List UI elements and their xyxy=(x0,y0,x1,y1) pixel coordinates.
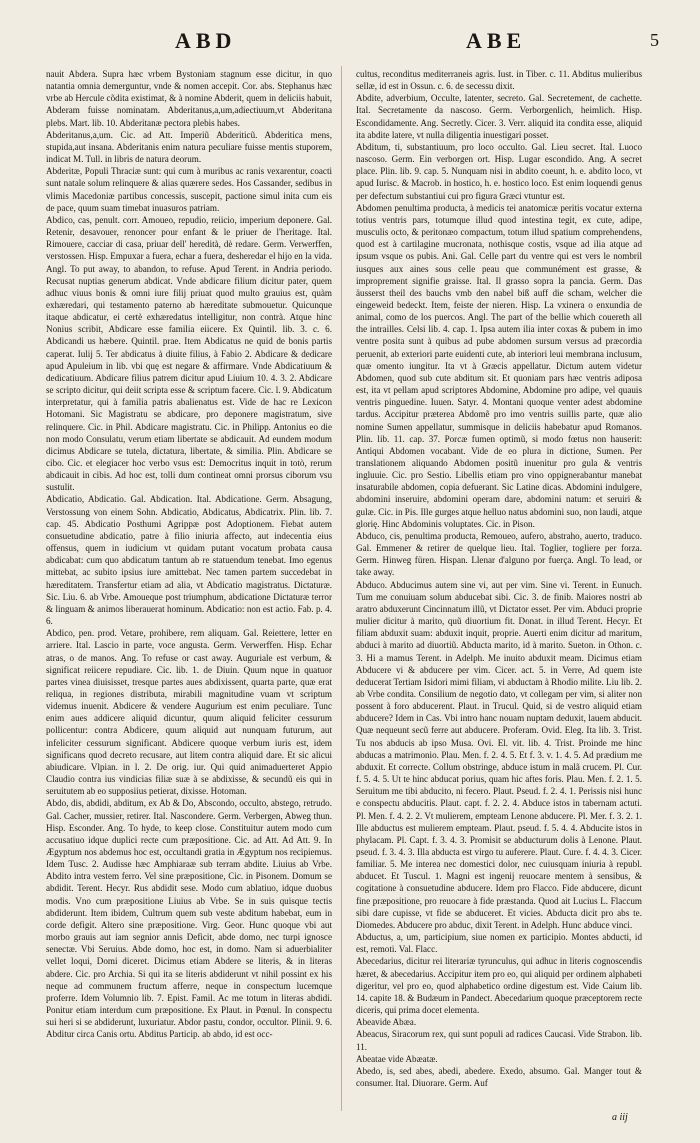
entry-paragraph: cultus, reconditus mediterraneis agris. Iust. in Tiber. c. 11. Abditus mulieribus sellæ, id est in Ossun. c. 6. de secessu dixit. xyxy=(356,69,642,92)
entry-paragraph: Abdico, cas, penult. corr. Amoueo, repudio, reiicio, imperium deponere. Gal. Retenir, desavouer, renoncer pour enfant & le priuer de l'heritage. Ital. Rimouere, cacciar di casa, priuar dell' heredità, dè redare. Germ. Verwerffen, verstossen. Hisp. Empuxar a fuera, echar a fuera, desheredar el hijo en la vida. Angl. To put away, to abandon, to refuse. Apud Terent. in Andria periodo. Recusat nuptias generum abdicat. Vnde abdicare filium dicitur pater, quem adhuc viuus bonis & omni iure filij priuat quod multo grauius est, quàm exhæredari, qui testamento paterno ab hæreditate submouetur. Quicunque itaque abdicatur, ei certè exhæredatus intelligitur, non contrà. Atque hinc Nonius scribit, Abdicare esse familia eiicere. Ex Quintil. lib. 3. c. 6. Abdicandi us hæbere. Quintil. prae. Item Abdicatus ne quid de bonis partis caperat. Iulij 5. Ter abdicatus à diuite filius, à Fabio 2. Abdicare & dedicare apud Apuleium in lib. vbi quę est negare & affirmare. Vnde Abdicatiuum & dedicatiuum. Abdicare filius patrem dicitur apud Liuium 10. 4. 3. 2. Abdicare se scripto dicitur, qui deiit scripta esse & scriptum facere. Cic. l. 9. Abdicatum interpretatur, qui à familia patris abalienatus est. Vide de hac re Lexicon Hotomani. Sic Magistratu se abdicare, pro deponere magistratum, sive relinquere. Cic. in Phil. Abdicare magistratu. Cic. in Philipp. Antonius eo die non modo Consulatu, verum etiam libertate se abdicauit. Ad eundem modum dicimus Abdicare se tutela, dictatura, libertate, & similia. Plin. Abdicare se cibo. Cic. et elegiacer hoc verbo vsus est: Democritus inquit in totò, rerum abdicauit in cibis. Ad hoc est, tolli dum contineat omni prorsus ciborum vsu sustulit. xyxy=(46,214,332,493)
signature-mark: a iij xyxy=(612,1112,628,1123)
entry-paragraph: Abeacus, Siracorum rex, qui sunt populi ad radices Caucasi. Vide Strabon. lib. 11. xyxy=(356,1029,642,1052)
entry-paragraph: Abedo, is, sed abes, abedi, abedere. Exedo, absumo. Gal. Manger tout & consumer. Ital. Diuorare. Germ. Auf xyxy=(356,1065,642,1088)
entry-paragraph: Abduco, cis, penultima producta, Remoueo, aufero, abstraho, auerto, traduco. Gal. Emmener & retirer de quelque lieu. Ital. Toglier, togliere per forza. Germ. Hinweg füren. Hispan. Llenar d'alguno por fuerça. Angl. To lead, or take away. xyxy=(356,530,642,578)
running-head xyxy=(0,28,700,62)
entry-paragraph: Abeatae vide Abæatæ. xyxy=(356,1053,438,1064)
running-head-left: ABD xyxy=(175,28,237,53)
entry-paragraph: Abderitæ, Populi Thraciæ sunt: qui cum à muribus ac ranis vexarentur, coacti sunt natale solum relinquere & alias quærere sedes. Hos Cassander, sedibus in vlimis Macedoniæ partibus concessis, suscepit, pactione simul inita cum eis de pace, quum suam timebat inuasuros patriam. xyxy=(46,166,332,213)
entry-paragraph: Abduco. Abducimus autem sine vi, aut per vim. Sine vi. Terent. in Eunuch. Tum me conuiuam solum abducebat sibi. Cic. 3. de finib. Maiores nostri ab aratro abduxerunt Cincinnatum illũ, vt Dictator esset. Per vim. Abduci proprie mulier dicitur à marito, quũ diuortium fit. Donat. in illud Terent. Hecyr. Et filiam abduxit suam: abduxit inquit, proprie. Auerti enim dicitur ad maritum, abduci à marito ad diuortiũ. Abducta marito, id à marito. Sueton. in Othon. c. 3. Hi a mamus Terent. in Adelph. Me inuito abduxit meam. Dicimus etiam Abducere vi & abducere per vim. Cicer. act. 5. in Verre, Ad quem iste deducerat Tertiam Isidori mimi filiam, vi abductam à Rhodio milite. Liu lib. 2. ab Vrbe condita. Consilium de negotio dato, vt collegam per vim, si aliter non possent à foro abducerent. Plaut. in Trucul. Quid, si de vestro aliquid etiam abducere? Idem in Cas. Vbi intro hanc nouam nuptam deduxit, lauem abducit. Quæ nequeunt secũ ferre aut abducere. Proferam. Ovid. Eleg. Ita lib. 3. Trist. Tu nos abducis ab ipso Musa. Ovi. El. vit. lib. 4. Trist. Proinde me hinc abducas a matrimonio. Plau. Men. f. 2. 4. 5. Et f. 3. v. 1. 4. 5. Ad prædium me abduxit. Et correcte. Collum obstringe, abduce istum in malã crucem. Pl. Cur. f. 5. 4. 5. Ut te hinc abducat porius, quam hic aftes foris. Plau. Men. f. 2. 1. 5. Seruitum me tibi abducito, ni fecero. Plaut. Pseud. f. 2. 4. 1. Perissis nisi hunc e conspectu abducitis. Plaut. capt. f. 2. 2. 4. Abduce istos in tabernam actuti. Pl. Men. f. 4. 2. 2. Vt mulierem, empteam Lenone abducere. Pl. Mer. f. 3. 2. 1. Ille abductus est mulierem empteam. Plaut. pseud. f. 5. 4. 4. Abducite istos in phylacam. Pl. Capt. f. 3. 4. 3. Promisit se abducturum dolis à Lenone. Plaut. pseud. f. 3. 4. 3. Illa abducta est virgo tu auferere. Plaut. Cure. f. 4. 4. 3. Cicer. familiar. 5. Me interea nec domestici dolor, nec cuiusquam iniuria à republ. abducet. Et Tuscul. 1. Magni est ingenij reuocare mentem à sensibus, & cogitatione à consuetudine abducere. Idem pro Flacco. Fide abducere, dicunt fine præpositione, pro reuocare à fide præstanda. Quod ait Lucius L. Flaccum sibi dare cupisse, vt fide se abduceret. Et vicies. Abducta dicit pro abs te. Diomedes. Abducere pro abduc, dixit Terent. in Adelph. Hunc abduce vinci. xyxy=(356,579,642,930)
entry-paragraph: Abductus, a, um, participium, siue nomen ex participio. Montes abducti, id est, remoti. Val. Flacc. xyxy=(356,932,642,955)
entry-paragraph: Abeavide Abæa. xyxy=(356,1017,417,1028)
running-head-right: ABE xyxy=(466,28,527,53)
entry-paragraph: Abdite, adverbium, Occulte, latenter, secreto. Gal. Secretement, de cachette. Ital. Secretamente da nascoso. Germ. Verborgenlich, heimlich. Hisp. Escondidamente. Ang. Secretly. Cicer. 3. Verr. aliquid ita condita esse, aliquid ita abdite latere, vt nulla diligentia inuestigari posset. xyxy=(356,93,642,140)
entry-paragraph: Abderitanus,a,um. Cic. ad Att. Imperiũ Abderiticũ. Abderitica mens, stupida,aut insana. Abderitanis enim natura peculiare fuisse mentis stuporem, indicat M. Tull. in libris de natura deorum. xyxy=(46,129,332,165)
entry-paragraph: Abdomen penultima producta, à medicis tei anatomicæ peritis vocatur externa totius ventris pars, totumque illud quod intestina tegit, ex cute, adipe, musculis octo, & peritonæo compactum, totum illud spatium comprehendens, quod est à cartilagine mucronata, nothisque costis, vsque ad ilia atque ad ipsum vsque os pubis. Ani. Gal. Celle part du ventre qui est vers le nombril iusques aux aines sous celle peau que communément est grasse, & improprement signifie graisse. Ital. Il grasso sopra la pancia. Germ. Das äusserst theil des bauchs vmb den nabel biß auff die scham, welcher die eingeweid bedeckt. Item, feiste der nieren. Hisp. La vxinera o enxundia de animal, como de los puercos. Angl. The part of the bellie which couereth all the intrailles. Celsi lib. 4. cap. 1. Ipsa autem ilia inter coxas & pubem in imo ventre posita sunt à quibus ad pube abdomen sursum versus ad præcordia peruenit, ab exteriori parte euidenti cute, ab interiori leui membrana inclusum, quæ omento iungitur. Ita vt à Græcis appellatur. Dictum autem videtur Abdomen, quod sub cute abditum sit. Et quoniam pars hæc ventris adiposa est, ita vt pellam apud scriptores Abdomine, Abdomine pro adipe, vel quauis ventris pinguedine. Iuuen. Satyr. 4. Montani quoque venter adest abdomine tardus. Accipitur præterea Abdomẽ pro imo ventris suillis parte, quæ alio nomine Sumen appellatur, summisque in deliciis habebatur apud Romanos. Plin. lib. 11. cap. 37. Porcæ fumen optimũ, si modo fœtus non hauserit: Antiqui Abdomen vocabant. Vide de eo plura in dictione, Sumen. Per translationem aliquando Abdomen positũ inuenitur pro gula & ventris ingluuie. Cic. pro Sestio. Libellis etiam pro vino oppignerabantur manebat insaturabile abdomen, copia defuerant. Sic Latine dicas. Abdomini indulgere, abdomini inseruire, abdomini operam dare, abdomini natum: et seruiri & gulæ. Cic. in Pis. Ille gurges atque helluo natus abdomini suo, non laudi, atque glorię. Hinc Abdominis voluptates. Cic. in Pison. xyxy=(356,202,642,529)
entry-paragraph: nauit Abdera. Supra hæc vrbem Bystoniam stagnum esse dicitur, in quo natantia omnia demerguntur, vnde & nomen accepit. Cor. abs. Stephanus hæc vrbe ab Hercule cõdita existimat, & à nomine Abderit, quem in deliciis habuit, Abderam fuisse nominatam. Abderitanus,a,um,adiectiuum,vt Abderitana plebs. Mart. lib. 10. Abderitanæ pectora plebis habes. xyxy=(46,69,332,128)
entry-paragraph: Abdo, dis, abdidi, abditum, ex Ab & Do, Abscondo, occulto, abstego, retrudo. Gal. Cacher, mussier, retirer. Ital. Nascondere. Germ. Verbergen, Abweg thun. Hisp. Esconder. Ang. To hyde, to keep close. Constituitur autem modo cum accusatiuo idque duplici recte cum præpositione. Cic. ad Att. Ad Att. 9. In Ægyptum nos abdemus hoc est, occultandi gratia in Ægyptum nos recipiemus. Idem Tusc. 2. Audisse hæc Amphiaraæ sub terram abdite. Liuius ab Vrbe. Abdito intra vestem ferro. Vel sine præpositione, Cic. in Pisonem. Domum se abdidit. Terent. Hecyr. Rus abdidit sese. Modo cum ablatiuo, idque duobus modis. Vno cum præpositione Liuius ab Vrbe. Se in suis quisque tectis abdiderunt. Item ibidem, Cultrum quem sub veste abditum habebat, eum in corde defigit. Altero sine præpositione. Virg. Geor. Hunc quoque vbi aut morbo grauis aut iam segnior annis Deficit, abde domo, nec turpi ignosce senectæ. Vbi Seruius. Abde domo, hoc est, in domo. Nam si aduerbialiter vellet loqui, Domi diceret. Dicimus etiam Abdere se literis, & in literas abdere. Cic. pro Archia. Si qui ita se literis abdiderunt vt nihil possint ex his neque ad communem fructum afferre, neque in conspectum lucemque proferre. Idem Volumnio lib. 7. Epist. Famil. Ac me totum in literas abdidi. Ponitur etiam interdum cum præpositione. Ex Plaut. in Pœnul. In conspectu sui heri si se abdiderunt, luxuriatur. Abdor pastu, condor, occultor. Plinii. 9. 6. Abditur circa Canis ortu. Abditus Particip. ab abdo, id est occ- xyxy=(46,798,332,1040)
entry-paragraph: Abditum, ti, substantiuum, pro loco occulto. Gal. Lieu secret. Ital. Luoco nascoso. Germ. Ein verborgen ort. Hisp. Lugar escondido. Ang. A secret place. Plin. lib. 9. cap. 5. Nunquam nisi in abdito coeunt, h. e. abdito loco, vt apud Iurisc. & Macrob. in hostico, h. e. hostico loco. Est enim loquendi genus per defectum substantiui cui pro figura Græci vtuntur est. xyxy=(356,141,642,201)
column-divider xyxy=(341,66,342,1111)
entry-paragraph: Abdico, pen. prod. Vetare, prohibere, rem aliquam. Gal. Reiettere, letter en arriere. Ital. Lascio in parte, voce angusta. Germ. Verwerffen. Hisp. Echar atras, o de manos. Ang. To refuse or cast away. Auguriale est verbum, & significat reiicere repudiare. Cic. lib. 1. de Diuin. Quum nque in quatuor partes vinea diuisisset, tresque partes aues abdixissent, quarta parte, quæ erat reliqua, in regiones distributa, mirabili magnitudine vuam vt scriptum videmus inuenit. Abdicere & vendere Augurium est enim peculiare. Tunc enim aues addicere aliquid dicuntur, quum aliquid feliciter cessurum pollicentur: contra Abdicere, quum aliquid aut nunquam futurum, aut infeliciter cessurum significant. Abdicere quoque verbum iuris est, idem significans quod decreto recusare, aut litem contra aliquid dare. Et sic alicui abiudicare. Vlpian. in l. 2. De orig. iur. Qui quid animaduerteret Appio Claudio contra ius vindicias filiæ suæ à se abdixisse, & secundũ eis qui in seruitutem ab eo supposiius petierat, dixisse. Hotoman. xyxy=(46,628,332,797)
right-column xyxy=(356,68,642,1108)
entry-paragraph: Abecedarius, dicitur rei literariæ tyrunculus, qui adhuc in literis cognoscendis hæret, & abecedarius. Accipitur item pro eo, qui aliquid per ordinem alphabeti digeritur, vel pro eo, quod alphabetico ordine digestum est. Vide Caium lib. 14. capite 18. & Budæum in Pandect. Abecedarium quoque præceptorem recte diceris, qui prima docet elementa. xyxy=(356,956,642,1016)
left-column xyxy=(46,68,332,1108)
page-number: 5 xyxy=(650,30,659,50)
entry-paragraph: Abdicatio, Abdicatio. Gal. Abdication. Ital. Abdicatione. Germ. Absagung, Verstossung von einem Sohn. Abdicatio, Abdicatus, Abdicatrix. Plin. lib. 7. cap. 45. Abdicatio Posthumi Agrippæ post Adoptionem. Fiebat autem consuetudine abdicatio, patre à filio iniuria affecto, aut indecentia eius offensus, quem in iudicium vt quidam putant vocatum probata causa abdicabat: cum quo abdicatum tantum ab re statuendum tenebat. Imo egenus mittebat, ac subito ipsius iure amittebat. Nec tamen partem succedebat in hæreditatem. Transfertur etiam ad alia, vt Abdicatio magistratus. Dictaturæ. Sic. Liu. 6. ab Vrbe. Amoueque post triumphum, abdicatione Dictaturæ terror & linguam & animos liberauerat hominum. Abdicatio: non est actio. Fab. p. 4. 6. xyxy=(46,494,332,627)
